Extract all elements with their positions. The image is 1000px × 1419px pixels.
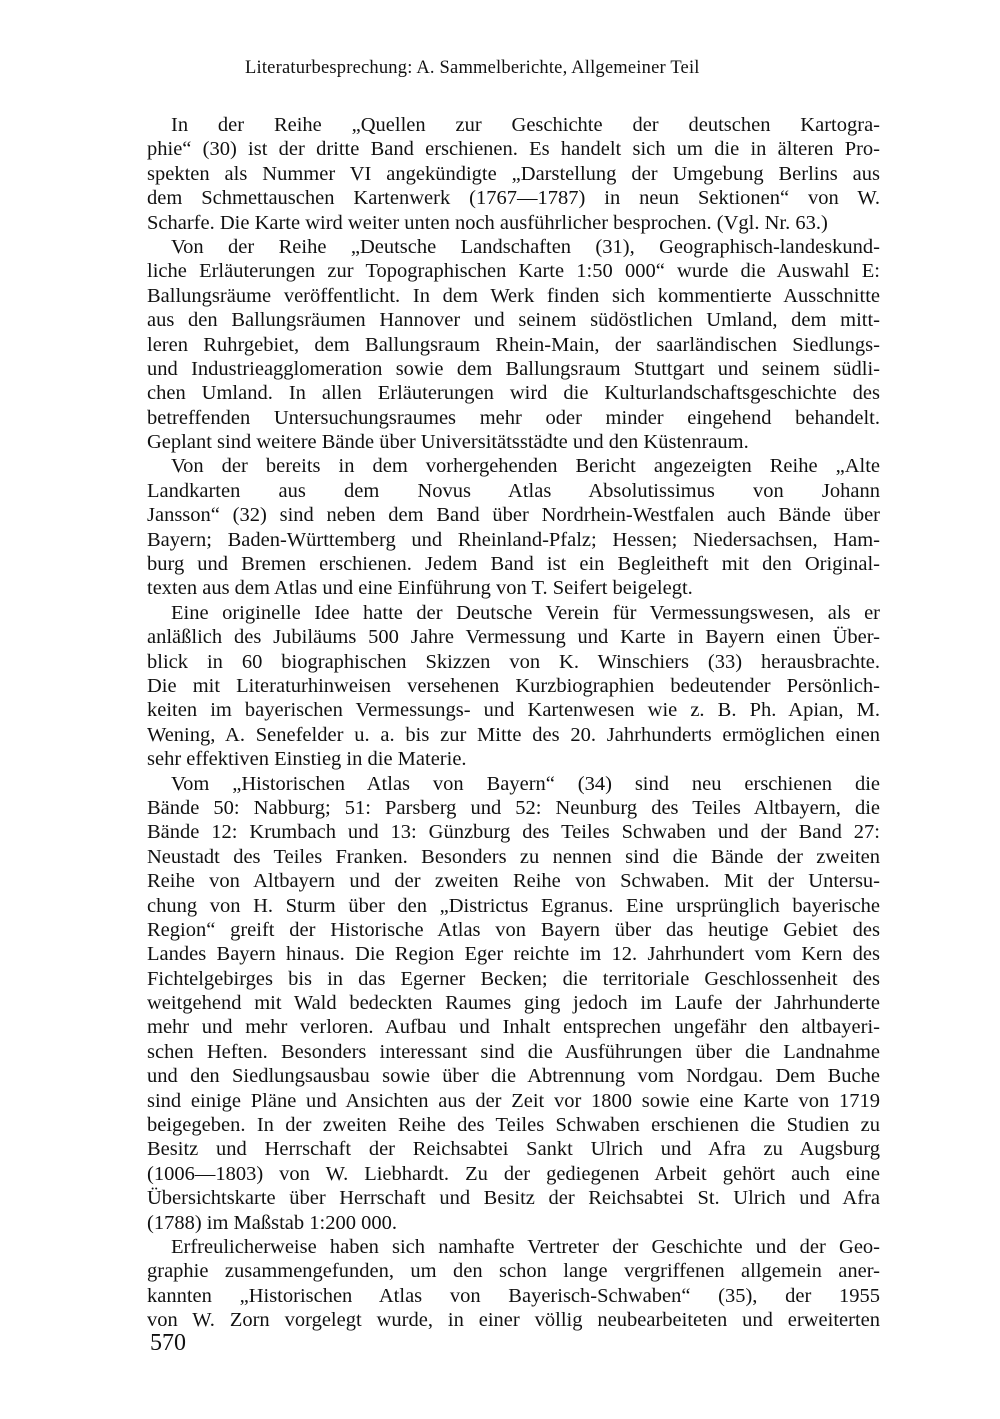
text-line: beigegeben. In der zweiten Reihe des Teiles Schwaben erschienen die Studien zu [147,1114,880,1137]
text-line: In der Reihe „Quellen zur Geschichte der deutschen Kartogra- [171,114,880,136]
text-line: Von der bereits in dem vorhergehenden Bericht angezeigten Reihe „Alte [171,455,880,478]
text-line: phie“ (30) ist der dritte Band erschienen. Es handelt sich um die in älteren Pro- [147,138,880,161]
text-line: liche Erläuterungen zur Topographischen Karte 1:50 000“ wurde die Auswahl E: [147,260,880,283]
text-line: Vom „Historischen Atlas von Bayern“ (34) sind neu erschienen die [171,772,880,795]
text-line: Reihe von Altbayern und der zweiten Reihe von Schwaben. Mit der Untersu- [147,870,880,893]
text-line: leren Ruhrgebiet, dem Ballungsraum Rhein-Main, der saarländischen Siedlungs- [147,333,880,356]
text-line: Eine originelle Idee hatte der Deutsche Verein für Vermessungswesen, als er [171,601,880,624]
text-line: Ballungsräume veröffentlicht. In dem Werk finden sich kommentierte Ausschnitte [147,284,880,307]
paragraph [147,454,880,600]
text-line: Scharfe. Die Karte wird weiter unten noch ausführlicher besprochen. (Vgl. Nr. 63.) [147,211,828,234]
text-line: dem Schmettauschen Kartenwerk (1767—1787) in neun Sektionen“ von W. [147,187,880,210]
text-line: chung von H. Sturm über den „Districtus Egranus. Eine ursprünglich bayerische [147,894,880,917]
text-line: Die mit Literaturhinweisen versehenen Kurzbiographien bedeutender Persönlich- [147,674,880,697]
text-line: sind einige Pläne und Ansichten aus der Zeit vor 1800 sowie eine Karte von 1719 [147,1089,880,1112]
text-line: betreffenden Untersuchungsraumes mehr oder minder eingehend behandelt. [147,406,880,429]
text-line: Bände 12: Krumbach und 13: Günzburg des Teiles Schwaben und der Band 27: [147,821,880,844]
text-line: Landes Bayern hinaus. Die Region Eger reichte im 12. Jahrhundert vom Kern des [147,943,880,966]
text-line: burg und Bremen erschienen. Jedem Band ist ein Begleitheft mit den Original- [147,553,880,576]
text-line: Bayern; Baden-Württemberg und Rheinland-Pfalz; Hessen; Niedersachsen, Ham- [147,528,880,551]
text-line: weitgehend mit Wald bedeckten Raumes ging jedoch im Laufe der Jahrhunderte [147,992,880,1015]
text-line: und den Siedlungsausbau sowie über die Abtrennung vom Nordgau. Dem Buche [147,1065,880,1088]
page-number: 570 [150,1330,186,1356]
text-line: keiten im bayerischen Vermessungs- und Kartenwesen wie z. B. Ph. Apian, M. [147,699,880,722]
text-line: chen Umland. In allen Erläuterungen wird die Kulturlandschaftsgeschichte des [147,382,880,405]
paragraph [147,1235,880,1333]
text-line: Besitz und Herrschaft der Reichsabtei Sankt Ulrich und Afra zu Augsburg [147,1138,880,1161]
text-line: (1006—1803) von W. Liebhardt. Zu der gediegenen Arbeit gehört auch eine [147,1162,880,1185]
text-line: graphie zusammengefunden, um den schon lange vergriffenen allgemein aner- [147,1260,880,1283]
running-header: Literaturbesprechung: A. Sammelberichte, Allgemeiner Teil [245,58,700,78]
text-line: Region“ greift der Historische Atlas von Bayern über das heutige Gebiet des [147,918,880,941]
text-line: Neustadt des Teiles Franken. Besonders zu nennen sind die Bände der zweiten [147,845,880,868]
text-line: Erfreulicherweise haben sich namhafte Vertreter der Geschichte und der Geo- [171,1235,880,1258]
text-line: texten aus dem Atlas und eine Einführung von T. Seifert beigelegt. [147,577,693,600]
text-line: spekten als Nummer VI angekündigte „Darstellung der Umgebung Berlins aus [147,162,880,185]
text-line: Geplant sind weitere Bände über Universitätsstädte und den Küstenraum. [147,431,749,454]
paragraph [147,601,880,772]
text-line: Landkarten aus dem Novus Atlas Absolutissimus von Johann [147,479,880,502]
paragraph [147,772,880,1235]
text-line: Bände 50: Nabburg; 51: Parsberg und 52: Neunburg des Teiles Altbayern, die [147,796,880,819]
text-line: Von der Reihe „Deutsche Landschaften (31), Geographisch-landeskund- [171,235,880,258]
text-line: sehr effektiven Einstieg in die Materie. [147,748,467,771]
paragraph [147,235,880,455]
text-line: (1788) im Maßstab 1:200 000. [147,1211,397,1234]
text-line: blick in 60 biographischen Skizzen von K. Winschiers (33) herausbrachte. [147,650,880,673]
text-line: von W. Zorn vorgelegt wurde, in einer völlig neubearbeiteten und erweiterten [147,1309,880,1332]
text-line: anläßlich des Jubiläums 500 Jahre Vermessung und Karte in Bayern einen Über- [147,626,880,649]
article-body [147,113,880,1333]
text-line: mehr und mehr verloren. Aufbau und Inhalt entsprechen ungefähr den altbayeri- [147,1016,880,1039]
text-line: Fichtelgebirges bis in das Egerner Becken; die territoriale Geschlossenheit des [147,967,880,990]
text-line: kannten „Historischen Atlas von Bayerisch-Schwaben“ (35), der 1955 [147,1284,880,1307]
text-line: schen Heften. Besonders interessant sind die Ausführungen über die Landnahme [147,1040,880,1063]
text-line: Übersichtskarte über Herrschaft und Besitz der Reichsabtei St. Ulrich und Afra [147,1187,880,1210]
text-line: und Industrieagglomeration sowie dem Ballungsraum Stuttgart und seinem südli- [147,357,880,380]
text-line: Jansson“ (32) sind neben dem Band über Nordrhein-Westfalen auch Bände über [147,504,880,527]
text-line: Wening, A. Senefelder u. a. bis zur Mitte des 20. Jahrhunderts ermöglichen einen [147,723,880,746]
paragraph [147,113,880,235]
text-line: aus den Ballungsräumen Hannover und seinem südöstlichen Umland, dem mitt- [147,309,880,332]
